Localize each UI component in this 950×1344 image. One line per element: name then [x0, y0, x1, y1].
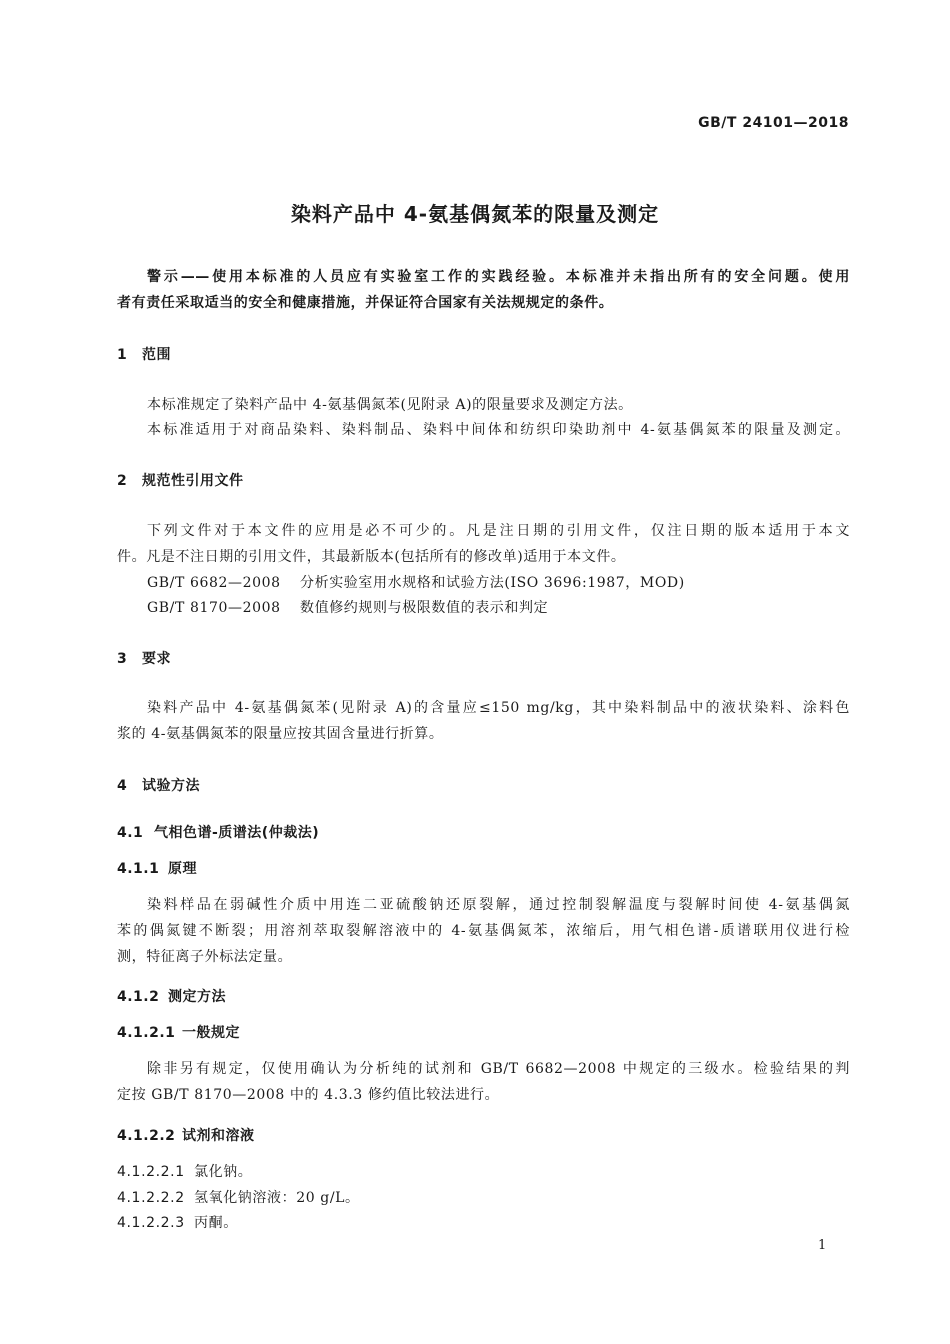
- section-number: 2: [117, 473, 128, 489]
- subsection-4-1-1-heading: [117, 858, 197, 878]
- subsection-number: 4.1.2.2: [117, 1128, 176, 1144]
- principle-line-1: 染料样品在弱碱性介质中用连二亚硫酸钠还原裂解，通过控制裂解温度与裂解时间使 4-氨基偶氮: [147, 897, 850, 913]
- subsection-4-1-heading: [117, 822, 319, 842]
- section-number: 4: [117, 778, 128, 794]
- subsection-number: 4.1.1: [117, 861, 160, 877]
- section-title: 规范性引用文件: [142, 473, 244, 489]
- section-title: 范围: [142, 347, 171, 363]
- subsection-4-1-2-1-heading: [117, 1022, 240, 1042]
- subsection-title: 原理: [168, 861, 197, 877]
- reagent-number: 4.1.2.2.1: [117, 1164, 185, 1180]
- general-rule-line-2: 定按 GB/T 8170—2008 中的 4.3.3 修约值比较法进行。: [117, 1087, 500, 1103]
- subsection-title: 气相色谱-质谱法(仲裁法): [154, 825, 320, 841]
- reagent-item: [117, 1212, 238, 1232]
- reference-title: 数值修约规则与极限数值的表示和判定: [300, 600, 549, 616]
- warning-line-1: 警示——使用本标准的人员应有实验室工作的实践经验。本标准并未指出所有的安全问题。使用: [147, 269, 850, 285]
- section-2-heading: [117, 470, 244, 490]
- subsection-4-1-2-heading: [117, 986, 226, 1006]
- section-number: 1: [117, 347, 128, 363]
- subsection-title: 一般规定: [182, 1025, 240, 1041]
- reference-code: GB/T 6682—2008: [147, 575, 281, 591]
- reference-code: GB/T 8170—2008: [147, 600, 281, 616]
- warning-line-2: 者有责任采取适当的安全和健康措施，并保证符合国家有关法规规定的条件。: [117, 295, 614, 311]
- principle-line-2: 苯的偶氮键不断裂；用溶剂萃取裂解溶液中的 4-氨基偶氮苯，浓缩后，用气相色谱-质谱联用仪进行检: [117, 923, 850, 939]
- references-intro-line-2: 件。凡是不注日期的引用文件，其最新版本(包括所有的修改单)适用于本文件。: [117, 549, 626, 565]
- section-1-heading: [117, 344, 171, 364]
- section-title: 要求: [142, 651, 171, 667]
- reference-item: [147, 572, 685, 592]
- section-4-heading: [117, 775, 200, 795]
- standard-number: GB/T 24101—2018: [698, 115, 849, 131]
- subsection-4-1-2-2-heading: [117, 1125, 255, 1145]
- scope-paragraph-2: 本标准适用于对商品染料、染料制品、染料中间体和纺织印染助剂中 4-氨基偶氮苯的限量及测定。: [147, 422, 850, 438]
- reagent-text: 氯化钠。: [194, 1164, 253, 1180]
- document-title: 染料产品中 4-氨基偶氮苯的限量及测定: [290, 202, 660, 226]
- scope-paragraph-1: 本标准规定了染料产品中 4-氨基偶氮苯(见附录 A)的限量要求及测定方法。: [147, 397, 633, 413]
- reagent-item: [117, 1187, 360, 1207]
- references-intro-line-1: 下列文件对于本文件的应用是必不可少的。凡是注日期的引用文件，仅注日期的版本适用于本文: [147, 523, 850, 539]
- reference-title: 分析实验室用水规格和试验方法(ISO 3696:1987，MOD): [300, 575, 685, 591]
- reagent-number: 4.1.2.2.2: [117, 1190, 185, 1206]
- general-rule-line-1: 除非另有规定，仅使用确认为分析纯的试剂和 GB/T 6682—2008 中规定的三级水。检验结果的判: [147, 1061, 850, 1077]
- reference-item: [147, 597, 548, 617]
- reagent-item: [117, 1161, 252, 1181]
- requirement-line-2: 浆的 4-氨基偶氮苯的限量应按其固含量进行折算。: [117, 726, 444, 742]
- page-number: 1: [818, 1238, 827, 1253]
- subsection-number: 4.1.2.1: [117, 1025, 176, 1041]
- section-3-heading: [117, 648, 171, 668]
- principle-line-3: 测，特征离子外标法定量。: [117, 949, 293, 965]
- subsection-number: 4.1: [117, 825, 144, 841]
- subsection-title: 试剂和溶液: [182, 1128, 255, 1144]
- reagent-text: 丙酮。: [194, 1215, 238, 1231]
- subsection-number: 4.1.2: [117, 989, 160, 1005]
- section-title: 试验方法: [142, 778, 200, 794]
- requirement-line-1: 染料产品中 4-氨基偶氮苯(见附录 A)的含量应≤150 mg/kg，其中染料制品中的液状染料、涂料色: [147, 700, 850, 716]
- section-number: 3: [117, 651, 128, 667]
- reagent-text: 氢氧化钠溶液：20 g/L。: [194, 1190, 360, 1206]
- reagent-number: 4.1.2.2.3: [117, 1215, 185, 1231]
- subsection-title: 测定方法: [168, 989, 226, 1005]
